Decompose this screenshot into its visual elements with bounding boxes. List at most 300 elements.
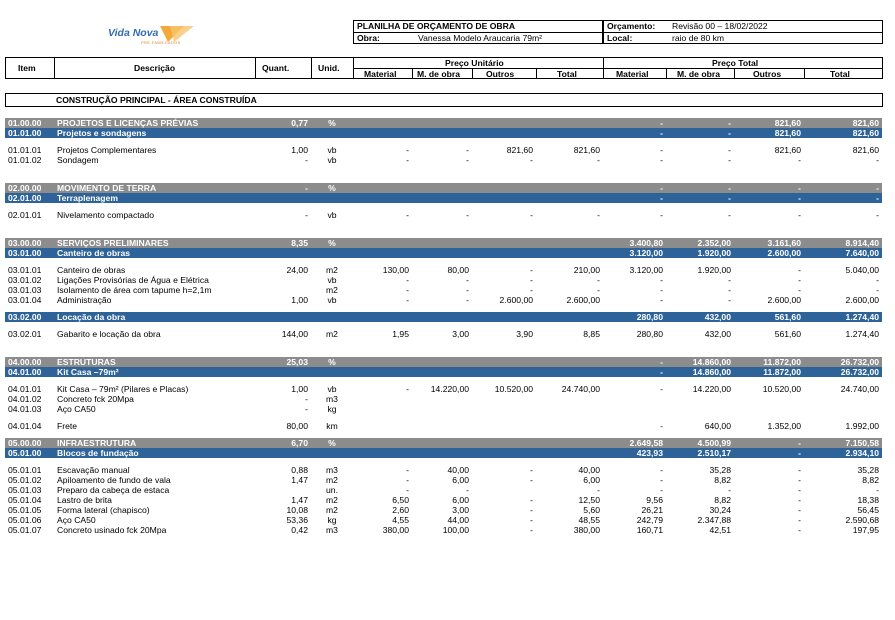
unit-total: 2.600,00 [566,295,600,305]
unit-labor [412,357,472,367]
spacer-row [5,258,882,265]
unit: vb [327,155,337,165]
unit-total [536,248,603,258]
unit-labor [412,248,472,258]
total-labor: 8,82 [714,495,731,505]
item-code: 04.00.00 [5,357,54,367]
quantity [255,248,311,258]
item-code: 03.01.01 [8,265,42,275]
item-code: 05.01.04 [8,495,42,505]
item-code: 01.01.01 [8,145,42,155]
col-item: Item [18,63,36,73]
total-total: 8.914,40 [804,238,882,248]
total-other: 821,60 [734,118,804,128]
total-total: 7.150,58 [804,438,882,448]
total-total: 2.934,10 [804,448,882,458]
total-material: - [660,285,663,295]
unit-labor: - [466,275,469,285]
table-row [5,295,882,305]
total-other: 821,60 [734,128,804,138]
unit-labor: 6,00 [452,495,469,505]
description: MOVIMENTO DE TERRA [54,183,255,193]
total-total: 2.600,00 [845,295,879,305]
description: Administração [57,295,112,305]
total-total: - [876,210,879,220]
total-other: - [734,193,804,203]
total-material: - [603,128,666,138]
unit: m2 [326,285,338,295]
unit-total: 210,00 [573,265,600,275]
unit-other: - [530,285,533,295]
total-other: 2.600,00 [767,295,801,305]
description: ESTRUTURAS [54,357,255,367]
unit-other [472,357,536,367]
unit: un. [326,485,338,495]
col-quant: Quant. [262,63,290,73]
unit-total: 8,85 [583,329,600,339]
description: Terraplenagem [54,193,255,203]
col-outros-total: Outros [753,69,782,79]
unit-other: - [530,210,533,220]
spacer-row [5,458,882,465]
unit-material [353,394,412,404]
table-row [5,394,882,404]
unit-total [536,118,603,128]
total-labor: 14.860,00 [666,357,734,367]
quantity: - [305,155,308,165]
group-row [5,357,882,367]
total-other: - [798,155,801,165]
total-material: 26,21 [641,505,663,515]
unit-labor [412,438,472,448]
total-material: - [603,193,666,203]
total-material: 9,56 [646,495,663,505]
item-code: 02.00.00 [5,183,54,193]
subgroup-row [5,248,882,258]
total-labor: - [728,285,731,295]
unit [311,312,353,322]
item-code: 03.01.02 [8,275,42,285]
total-labor: 14.860,00 [666,367,734,377]
orcamento-label: Orçamento: [607,21,656,31]
total-labor: 1.920,00 [697,265,731,275]
total-material: - [660,421,663,431]
total-material: - [603,183,666,193]
group-row [5,118,882,128]
unit: m3 [326,525,338,535]
total-labor: 640,00 [704,421,731,431]
total-total: 56,45 [857,505,879,515]
unit-other: - [530,475,533,485]
item-code: 05.01.07 [8,525,42,535]
col-unid: Unid. [318,63,340,73]
unit: % [311,438,353,448]
col-mao-obra-unit: M. de obra [417,69,460,79]
unit: kg [327,515,337,525]
quantity: 6,70 [255,438,311,448]
unit-labor: - [466,210,469,220]
total-material: 3.120,00 [629,265,663,275]
unit-other [472,238,536,248]
unit-material [353,448,412,458]
unit-total [536,367,603,377]
table-row [5,285,882,295]
quantity: 25,03 [255,357,311,367]
item-code: 03.01.04 [8,295,42,305]
unit-material [353,183,412,193]
unit-material: 130,00 [382,265,409,275]
total-total: 1.992,00 [845,421,879,431]
unit-other: - [530,275,533,285]
unit-other [472,448,536,458]
unit-material [353,357,412,367]
unit-labor: - [466,295,469,305]
total-other: 10.520,00 [762,384,801,394]
total-other: 821,60 [774,145,801,155]
unit-labor [412,414,472,431]
quantity [255,312,311,322]
unit: km [326,421,338,431]
item-code: 05.01.03 [8,485,42,495]
item-code: 03.00.00 [5,238,54,248]
unit: m2 [326,505,338,515]
total-total: - [876,485,879,495]
unit-material: - [406,145,409,155]
col-total-total: Total [830,69,850,79]
unit-other [472,438,536,448]
description: Gabarito e locação da obra [57,329,161,339]
unit-labor [412,128,472,138]
logo-mark-icon [160,24,194,44]
total-total [804,394,882,404]
item-code: 02.01.00 [5,193,54,203]
description: Concreto fck 20Mpa [57,394,134,404]
total-total: 8,82 [862,475,879,485]
total-material: 280,80 [603,312,666,322]
unit-total: 380,00 [573,525,600,535]
unit: vb [327,275,337,285]
unit-total: 821,60 [573,145,600,155]
unit-total: - [597,155,600,165]
description: Blocos de fundação [54,448,255,458]
table-row [5,384,882,394]
orcamento-value: Revisão 00 – 18/02/2022 [672,21,768,31]
total-total: - [804,193,882,203]
unit-labor: 6,00 [452,475,469,485]
quantity: 1,00 [291,384,308,394]
spacer-row [5,305,882,312]
total-other: 11.872,00 [734,357,804,367]
unit [311,128,353,138]
col-material-total: Material [616,69,649,79]
table-row [5,515,882,525]
unit-material: 1,95 [392,329,409,339]
unit [311,248,353,258]
total-material: - [660,155,663,165]
quantity: 24,00 [286,265,308,275]
unit-other: - [530,265,533,275]
unit-other [472,193,536,203]
total-labor: 42,51 [709,525,731,535]
quantity [255,128,311,138]
total-labor: 14.220,00 [692,384,731,394]
item-code: 05.01.02 [8,475,42,485]
total-total: - [876,285,879,295]
unit-material [353,414,412,431]
unit: m2 [326,329,338,339]
unit-total [536,357,603,367]
description: Projetos Complementares [57,145,157,155]
total-material: - [660,465,663,475]
spacer-row [5,165,882,183]
description: Ligações Provisórias de Água e Elétrica [57,275,209,285]
quantity: 1,00 [291,145,308,155]
quantity [255,193,311,203]
total-labor: - [728,145,731,155]
total-total: - [876,275,879,285]
budget-table [5,118,882,535]
unit-material: - [406,485,409,495]
item-code: 04.01.02 [8,394,42,404]
item-code: 03.01.03 [8,285,42,295]
subgroup-row [5,312,882,322]
total-material: - [603,118,666,128]
unit-total [536,414,603,431]
unit-other: 2.600,00 [499,295,533,305]
unit-labor [412,367,472,377]
item-code: 03.01.00 [5,248,54,258]
table-row [5,495,882,505]
unit-total [536,438,603,448]
total-labor: 2.352,00 [666,238,734,248]
total-labor: - [666,128,734,138]
unit-labor [412,394,472,404]
unit-material: 4,55 [392,515,409,525]
total-other: - [734,183,804,193]
unit-material [353,118,412,128]
unit-material: 380,00 [382,525,409,535]
total-total: 2.590,68 [845,515,879,525]
total-total: 26.732,00 [804,357,882,367]
item-code: 04.01.00 [5,367,54,377]
total-labor: 30,24 [709,505,731,515]
col-mao-obra-total: M. de obra [677,69,720,79]
col-outros-unit: Outros [486,69,515,79]
unit-labor: - [466,485,469,495]
total-labor: 4.500,99 [666,438,734,448]
total-total: 35,28 [857,465,879,475]
quantity: 1,00 [291,295,308,305]
total-labor: - [666,118,734,128]
total-material [603,394,666,404]
unit-other [472,183,536,193]
col-material-unit: Material [364,69,397,79]
unit-other: - [530,525,533,535]
item-code: 05.01.06 [8,515,42,525]
unit-other [472,367,536,377]
unit-other: - [530,155,533,165]
unit: m3 [326,394,338,404]
total-labor: 432,00 [704,329,731,339]
description: Lastro de brita [57,495,112,505]
page-title: PLANILHA DE ORÇAMENTO DE OBRA [357,21,516,31]
total-total: 26.732,00 [804,367,882,377]
unit-labor [412,312,472,322]
table-row [5,525,882,535]
table-row [5,155,882,165]
quantity: - [255,183,311,193]
item-code: 05.01.00 [5,448,54,458]
quantity [255,275,311,285]
description: Concreto usinado fck 20Mpa [57,525,167,535]
total-total: 197,95 [852,525,879,535]
total-total [804,404,882,414]
unit: m2 [326,475,338,485]
unit-total: 40,00 [578,465,600,475]
spacer-row [5,220,882,238]
total-material: - [660,275,663,285]
group-row [5,183,882,193]
description: Aço CA50 [57,515,96,525]
description: Locação da obra [54,312,255,322]
total-material: - [660,485,663,495]
total-other: - [798,495,801,505]
unit: kg [327,404,337,414]
total-material: 3.400,80 [603,238,666,248]
total-labor: - [728,210,731,220]
construcao-principal-title: CONSTRUÇÃO PRINCIPAL - ÁREA CONSTRUÍDA [5,93,883,107]
unit-material: - [406,475,409,485]
description: PROJETOS E LICENÇAS PRÉVIAS [54,118,255,128]
item-code: 05.01.01 [8,465,42,475]
spacer-row [5,203,882,210]
unit: vb [327,384,337,394]
table-row [5,145,882,155]
unit-other: 3,90 [516,329,533,339]
unit-material: 6,50 [392,495,409,505]
description: Projetos e sondagens [54,128,255,138]
total-material: - [660,145,663,155]
unit [311,193,353,203]
description: Kit Casa –79m² [54,367,255,377]
unit-labor [412,183,472,193]
total-material: 2.649,58 [603,438,666,448]
unit-material: 2,60 [392,505,409,515]
total-labor: 432,00 [666,312,734,322]
subgroup-row [5,367,882,377]
quantity: 0,42 [291,525,308,535]
description: Canteiro de obras [57,265,126,275]
spacer-row [5,322,882,329]
total-labor: 2.347,88 [697,515,731,525]
unit-material [353,312,412,322]
table-row [5,265,882,275]
total-material: 423,93 [603,448,666,458]
unit-material: - [406,155,409,165]
unit-total [536,183,603,193]
description: Kit Casa – 79m² (Pilares e Placas) [57,384,189,394]
unit-labor: 80,00 [447,265,469,275]
unit-total [536,394,603,404]
quantity [255,485,311,495]
total-total: 1.274,40 [804,312,882,322]
total-other: - [798,475,801,485]
total-labor: 35,28 [709,465,731,475]
total-total: 821,60 [804,128,882,138]
subgroup-row [5,128,882,138]
unit-material [353,438,412,448]
total-material: - [603,357,666,367]
total-material: - [660,210,663,220]
unit-labor: - [466,155,469,165]
unit: vb [327,295,337,305]
total-total: - [804,183,882,193]
quantity: 0,88 [291,465,308,475]
unit: % [311,238,353,248]
unit-other [472,394,536,404]
group-row [5,438,882,448]
description: Nivelamento compactado [57,210,154,220]
col-descricao: Descrição [134,63,176,73]
quantity [255,367,311,377]
item-code: 02.01.01 [8,210,42,220]
unit-total [536,448,603,458]
description: Apiloamento de fundo de vala [57,475,171,485]
total-total: - [876,155,879,165]
table-row [5,275,882,285]
quantity: 1,47 [291,495,308,505]
total-labor [666,394,734,404]
unit: m3 [326,465,338,475]
total-material: - [660,295,663,305]
total-labor: 2.510,17 [666,448,734,458]
group-row [5,238,882,248]
table-row [5,414,882,431]
unit-labor [412,118,472,128]
local-value: raio de 80 km [672,33,725,43]
quantity: 8,35 [255,238,311,248]
total-other: 561,60 [774,329,801,339]
unit-other: 10.520,00 [494,384,533,394]
total-total: 18,38 [857,495,879,505]
total-other: - [798,285,801,295]
total-other: - [798,265,801,275]
logo-tagline: PRÉ-FABRICADOS [141,40,181,45]
unit-other [472,128,536,138]
quantity: 144,00 [281,329,308,339]
unit: m2 [326,265,338,275]
unit-total: 12,50 [578,495,600,505]
obra-label: Obra: [357,33,380,43]
item-code: 05.01.05 [8,505,42,515]
unit-material: - [406,285,409,295]
unit-other: - [530,515,533,525]
item-code: 04.01.01 [8,384,42,394]
total-labor: 1.920,00 [666,248,734,258]
unit: % [311,183,353,193]
total-other: - [798,485,801,495]
total-material: 3.120,00 [603,248,666,258]
subgroup-row [5,448,882,458]
total-material [603,404,666,414]
item-code: 04.01.03 [8,404,42,414]
unit-material [353,238,412,248]
unit-total [536,128,603,138]
total-labor: - [666,183,734,193]
unit-other [472,485,536,495]
unit-material: - [406,210,409,220]
unit-other: - [530,465,533,475]
